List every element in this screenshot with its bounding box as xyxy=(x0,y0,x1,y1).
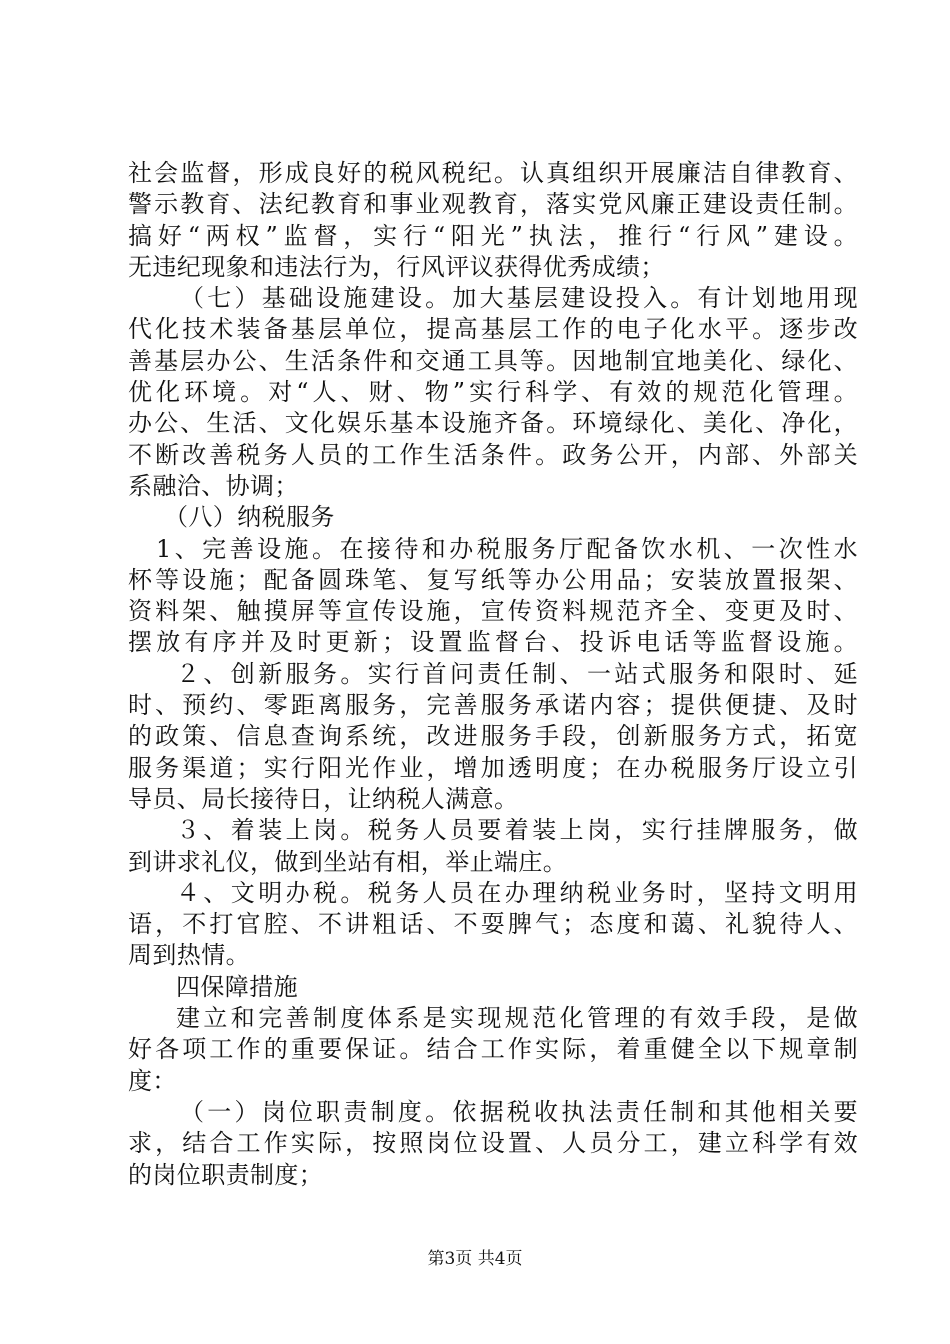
text-line: 到讲求礼仪，做到坐站有相，举止端庄。 xyxy=(128,847,568,876)
text-line: 善基层办公、生活条件和交通工具等。因地制宜地美化、绿化、 xyxy=(128,346,858,375)
page-number-footer: 第3页 共4页 xyxy=(427,1249,523,1269)
text-line: 警示教育、法纪教育和事业观教育，落实党风廉正建设责任制。 xyxy=(128,190,858,219)
text-line: 优化环境。对“人、财、物”实行科学、有效的规范化管理。 xyxy=(128,378,858,407)
document-body xyxy=(128,158,858,1191)
list-item-2: ２、创新服务。实行首问责任制、一站式服务和限时、延 xyxy=(176,659,858,688)
text-line: 资料架、触摸屏等宣传设施，宣传资料规范齐全、变更及时、 xyxy=(128,597,858,626)
text-line: 搞好“两权”监督，实行“阳光”执法，推行“行风”建设。 xyxy=(128,221,858,250)
list-item-3: ３、着装上岗。税务人员要着装上岗，实行挂牌服务，做 xyxy=(176,816,858,845)
text-line: 度： xyxy=(128,1066,177,1095)
text-line: 建立和完善制度体系是实现规范化管理的有效手段，是做 xyxy=(176,1004,858,1033)
text-line: 杯等设施；配备圆珠笔、复写纸等办公用品；安装放置报架、 xyxy=(128,565,858,594)
section-heading-4: 四保障措施 xyxy=(176,972,298,1001)
section-heading-1: （一）岗位职责制度。依据税收执法责任制和其他相关要 xyxy=(180,1097,858,1126)
text-line: 社会监督，形成良好的税风税纪。认真组织开展廉洁自律教育、 xyxy=(128,159,858,187)
text-line: 系融洽、协调； xyxy=(128,471,299,500)
text-line: 无违纪现象和违法行为，行风评议获得优秀成绩； xyxy=(128,252,665,281)
text-line: 的政策、信息查询系统，改进服务手段，创新服务方式，拓宽 xyxy=(128,722,858,751)
text-line: 时、预约、零距离服务，完善服务承诺内容；提供便捷、及时 xyxy=(128,691,858,720)
text-line: 摆放有序并及时更新；设置监督台、投诉电话等监督设施。 xyxy=(128,628,858,657)
list-item-1: 1、完善设施。在接待和办税服务厅配备饮水机、一次性水 xyxy=(156,534,858,563)
section-heading-7: （七）基础设施建设。加大基层建设投入。有计划地用现 xyxy=(180,284,858,313)
section-heading-8: （八）纳税服务 xyxy=(164,503,335,532)
text-line: 办公、生活、文化娱乐基本设施齐备。环境绿化、美化、净化， xyxy=(128,409,858,438)
text-line: 好各项工作的重要保证。结合工作实际，着重健全以下规章制 xyxy=(128,1035,858,1064)
text-line: 周到热情。 xyxy=(128,941,250,970)
list-item-4: ４、文明办税。税务人员在办理纳税业务时，坚持文明用 xyxy=(176,878,858,907)
text-line: 语，不打官腔、不讲粗话、不耍脾气；态度和蔼、礼貌待人、 xyxy=(128,910,858,939)
text-line: 代化技术装备基层单位，提高基层工作的电子化水平。逐步改 xyxy=(128,315,858,344)
text-line: 导员、局长接待日，让纳税人满意。 xyxy=(128,784,519,813)
text-line: 服务渠道；实行阳光作业，增加透明度；在办税服务厅设立引 xyxy=(128,753,858,782)
text-line: 求，结合工作实际，按照岗位设置、人员分工，建立科学有效 xyxy=(128,1129,858,1158)
text-line: 的岗位职责制度； xyxy=(128,1160,324,1189)
text-line: 不断改善税务人员的工作生活条件。政务公开，内部、外部关 xyxy=(128,440,858,469)
